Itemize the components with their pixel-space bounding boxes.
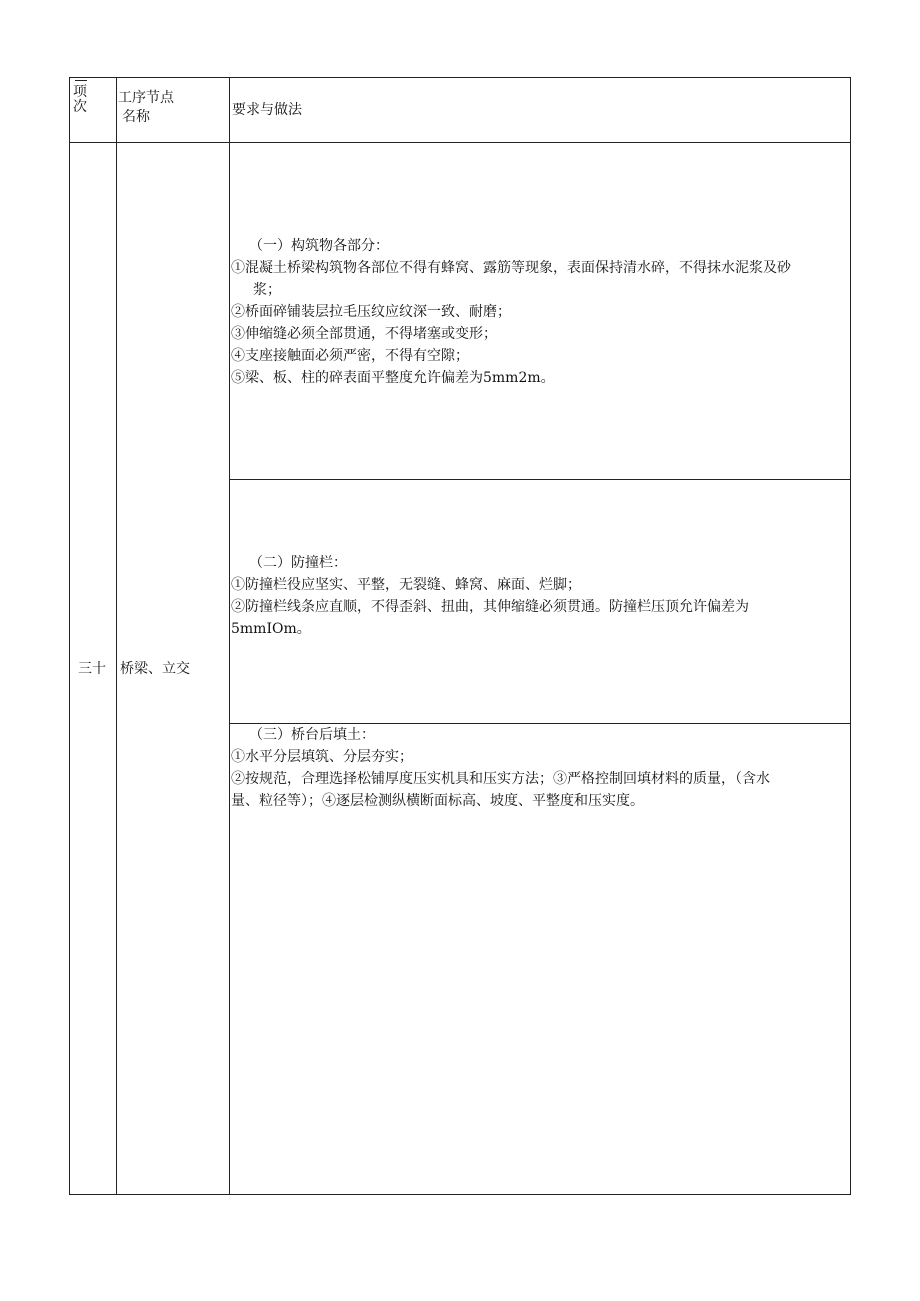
header-process-line2: 名称: [122, 109, 150, 125]
section-title: （三）桥台后填土：: [249, 727, 375, 743]
section-item: ⑤梁、板、柱的碎表面平整度允许偏差为5mm2m。: [231, 370, 555, 386]
column-divider-1: [116, 78, 117, 1194]
section-item: 量、粒径等）；④逐层检测纵横断面标高、坡度、平整度和压实度。: [231, 793, 644, 809]
section-abutment-backfill: [231, 724, 849, 812]
header-process-line1: 工序节点: [118, 90, 174, 106]
section-item: ①水平分层填筑、分层夯实；: [231, 749, 413, 765]
header-number-line2: 次: [73, 99, 87, 115]
section-title: （一）构筑物各部分：: [249, 238, 389, 254]
section-item: 5mmIOm。: [231, 621, 311, 637]
header-divider: [70, 142, 850, 143]
section-item: ①混凝土桥梁构筑物各部位不得有蜂窝、露筋等现象，表面保持清水碎，不得抹水泥浆及砂: [231, 260, 791, 276]
process-table: [69, 77, 851, 1195]
section-item: ②防撞栏线条应直顺，不得歪斜、扭曲，其伸缩缝必须贯通。防撞栏压顶允许偏差为: [231, 599, 749, 615]
header-mark: [75, 80, 87, 81]
section-structures: [231, 235, 849, 389]
section-item: ④支座接触面必须严密，不得有空隙；: [231, 348, 469, 364]
row-process-name: 桥梁、立交: [120, 661, 190, 677]
header-number-line1: 项: [73, 84, 87, 100]
row-number: 三十: [78, 661, 106, 677]
section-title: （二）防撞栏：: [249, 555, 347, 571]
column-divider-2: [229, 78, 230, 1194]
section-item: ①防撞栏役应坚实、平整，无裂缝、蜂窝、麻面、烂脚；: [231, 577, 581, 593]
header-item-number: [73, 78, 113, 115]
section-item: 浆；: [253, 282, 281, 298]
section-guardrail: [231, 552, 849, 640]
header-process-name: [118, 89, 228, 127]
section-divider-1: [229, 479, 850, 480]
section-item: ③伸缩缝必须全部贯通，不得堵塞或变形；: [231, 326, 497, 342]
header-requirements: 要求与做法: [232, 102, 302, 118]
section-item: ②按规范，合理选择松铺厚度压实机具和压实方法；③严格控制回填材料的质量，（含水: [231, 771, 770, 787]
section-item: ②桥面碎铺装层拉毛压纹应纹深一致、耐磨；: [231, 304, 511, 320]
